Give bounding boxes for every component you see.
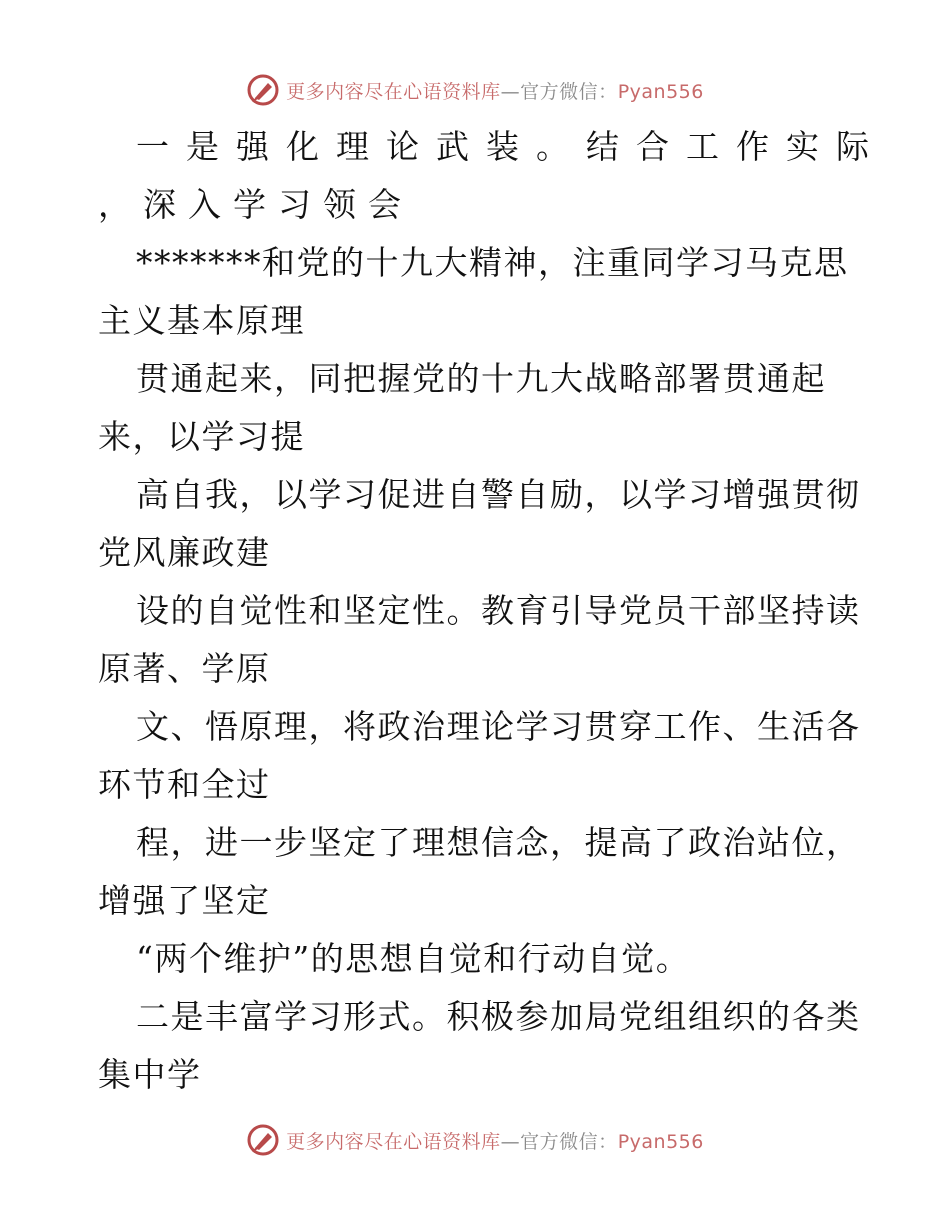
watermark-dash: —: [500, 80, 521, 103]
text-line-8: 党风廉政建: [98, 533, 271, 572]
watermark-content: [246, 73, 704, 107]
text-line-10: 原著、学原: [98, 649, 271, 688]
text-line-9: 设的自觉性和坚定性。教育引导党员干部坚持读: [136, 591, 861, 630]
watermark-site: 更多内容尽在心语资料库: [286, 80, 501, 103]
text-line-14: 增强了坚定: [98, 881, 271, 920]
text-line-3: *******和党的十九大精神，注重同学习马克思: [136, 243, 849, 282]
text-line-6: 来，以学习提: [98, 417, 305, 456]
text-line-4: 主义基本原理: [98, 301, 305, 340]
text-line-16: 二是丰富学习形式。积极参加局党组组织的各类: [136, 997, 861, 1036]
text-line-1: 一是强化理论武装。结合工作实际: [136, 127, 886, 166]
watermark-text: [286, 77, 704, 104]
text-line-7: 高自我，以学习促进自警自励，以学习增强贯彻: [136, 475, 861, 514]
watermark-content: [246, 1123, 704, 1157]
watermark-wechat-id: Pyan556: [617, 1130, 704, 1153]
watermark-wechat-label: 官方微信：: [520, 80, 618, 103]
pen-nib-logo-icon: [246, 73, 280, 107]
pen-nib-logo-icon: [246, 1123, 280, 1157]
watermark-wechat-id: Pyan556: [617, 80, 704, 103]
footer-watermark: [0, 1118, 950, 1162]
text-line-11: 文、悟原理，将政治理论学习贯穿工作、生活各: [136, 707, 861, 746]
watermark-dash: —: [500, 1130, 521, 1153]
document-body: [98, 118, 886, 1104]
text-line-12: 环节和全过: [98, 765, 271, 804]
text-line-5: 贯通起来，同把握党的十九大战略部署贯通起: [136, 359, 826, 398]
text-line-15: “两个维护”的思想自觉和行动自觉。: [136, 939, 691, 978]
text-line-13: 程，进一步坚定了理想信念，提高了政治站位，: [136, 823, 861, 862]
watermark-site: 更多内容尽在心语资料库: [286, 1130, 501, 1153]
text-line-17: 集中学: [98, 1055, 202, 1094]
text-line-2: ，深入学习领会: [98, 185, 413, 224]
watermark-text: [286, 1127, 704, 1154]
watermark-wechat-label: 官方微信：: [520, 1130, 618, 1153]
header-watermark: [0, 68, 950, 112]
